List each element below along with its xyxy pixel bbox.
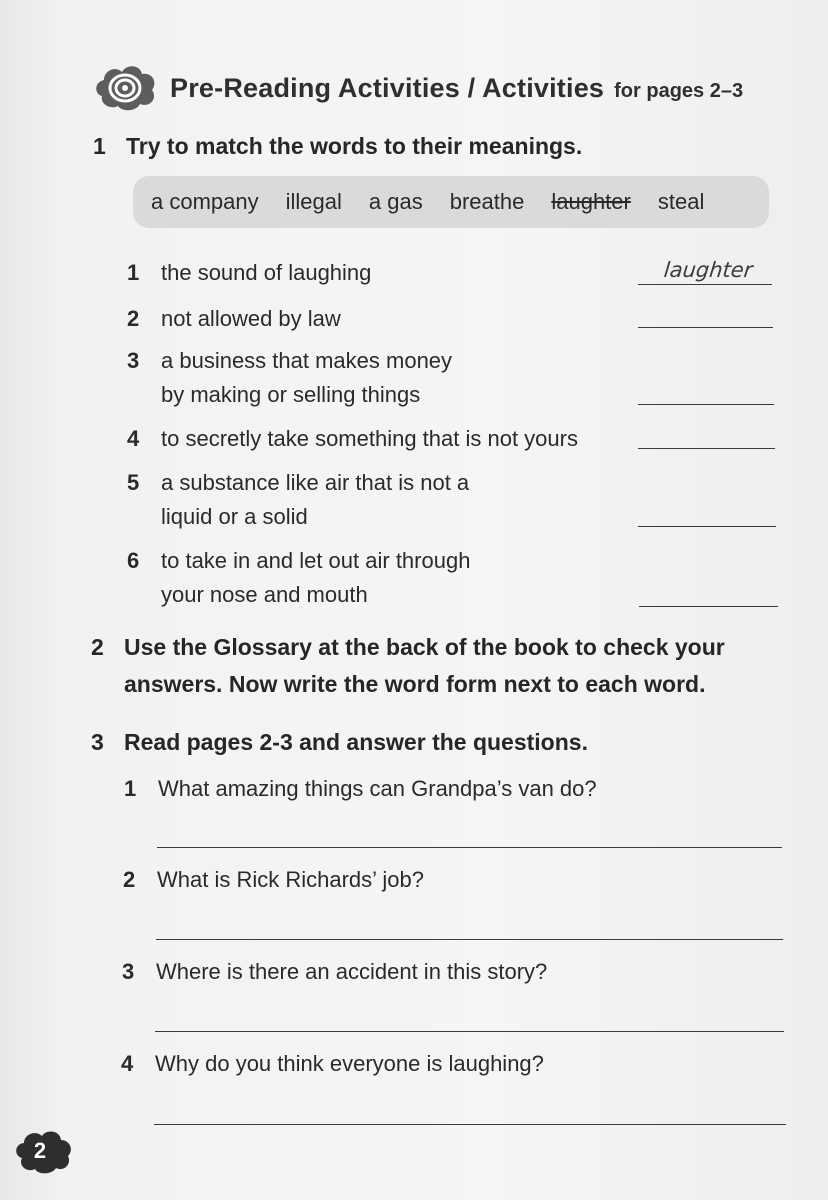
question-number: 2	[123, 867, 136, 892]
question-text: Where is there an accident in this story?	[156, 959, 548, 984]
section-instruction: Use the Glossary at the back of the book to check your	[124, 634, 725, 660]
page-title: Pre-Reading Activities / Activities	[170, 72, 605, 103]
item-text: a substance like air that is not a	[161, 470, 470, 495]
question-text: What is Rick Richards’ job?	[157, 867, 424, 892]
page-subtitle: for pages 2–3	[614, 79, 744, 102]
section-instruction: Read pages 2-3 and answer the questions.	[124, 729, 588, 755]
item-text: to secretly take something that is not yours	[161, 426, 578, 451]
page-number-badge	[14, 1128, 72, 1174]
question-text: What amazing things can Grandpa’s van do?	[158, 776, 597, 801]
section-number: 1	[93, 133, 106, 159]
question-number: 1	[124, 776, 137, 801]
section-instruction: Try to match the words to their meanings.	[126, 133, 583, 159]
section-number: 2	[91, 634, 104, 660]
item-number: 6	[127, 548, 140, 573]
page-number: 2	[33, 1138, 47, 1163]
answer-line[interactable]	[638, 526, 776, 527]
answer-line[interactable]	[157, 847, 782, 848]
item-text: a business that makes money	[161, 348, 453, 373]
section-number: 3	[91, 729, 104, 755]
answer-line[interactable]	[638, 284, 772, 285]
item-text: by making or selling things	[161, 382, 421, 407]
activity-header	[92, 58, 743, 118]
question-text: Why do you think everyone is laughing?	[155, 1051, 544, 1076]
answer-line[interactable]	[156, 939, 783, 940]
word-bank	[133, 176, 769, 228]
item-number: 1	[127, 260, 140, 285]
answer-line[interactable]	[638, 404, 774, 405]
answer-line[interactable]	[155, 1031, 784, 1032]
item-number: 5	[127, 470, 140, 495]
item-number: 3	[127, 348, 140, 373]
item-text: not allowed by law	[161, 306, 341, 331]
word-bank-item: a gas	[368, 189, 423, 214]
answer-line[interactable]	[154, 1124, 786, 1125]
answer-line[interactable]	[639, 606, 778, 607]
item-text: the sound of laughing	[161, 260, 372, 285]
answer-line[interactable]	[638, 448, 775, 449]
word-bank-item: illegal	[285, 189, 342, 214]
item-text: liquid or a solid	[161, 504, 308, 529]
item-text: your nose and mouth	[161, 582, 368, 607]
item-number: 2	[127, 306, 140, 331]
swirl-cloud-icon	[92, 58, 158, 118]
section-instruction: answers. Now write the word form next to each word.	[124, 671, 706, 697]
item-text: to take in and let out air through	[161, 548, 471, 573]
answer-line[interactable]	[638, 327, 773, 328]
item-number: 4	[127, 426, 140, 451]
question-number: 3	[122, 959, 135, 984]
word-bank-item: breathe	[449, 189, 525, 214]
word-bank-item: steal	[657, 189, 705, 214]
question-number: 4	[121, 1051, 134, 1076]
handwritten-answer: laughter	[662, 258, 754, 282]
word-bank-item-crossed-out: laughter	[551, 189, 631, 214]
word-bank-item: a company	[151, 189, 259, 214]
